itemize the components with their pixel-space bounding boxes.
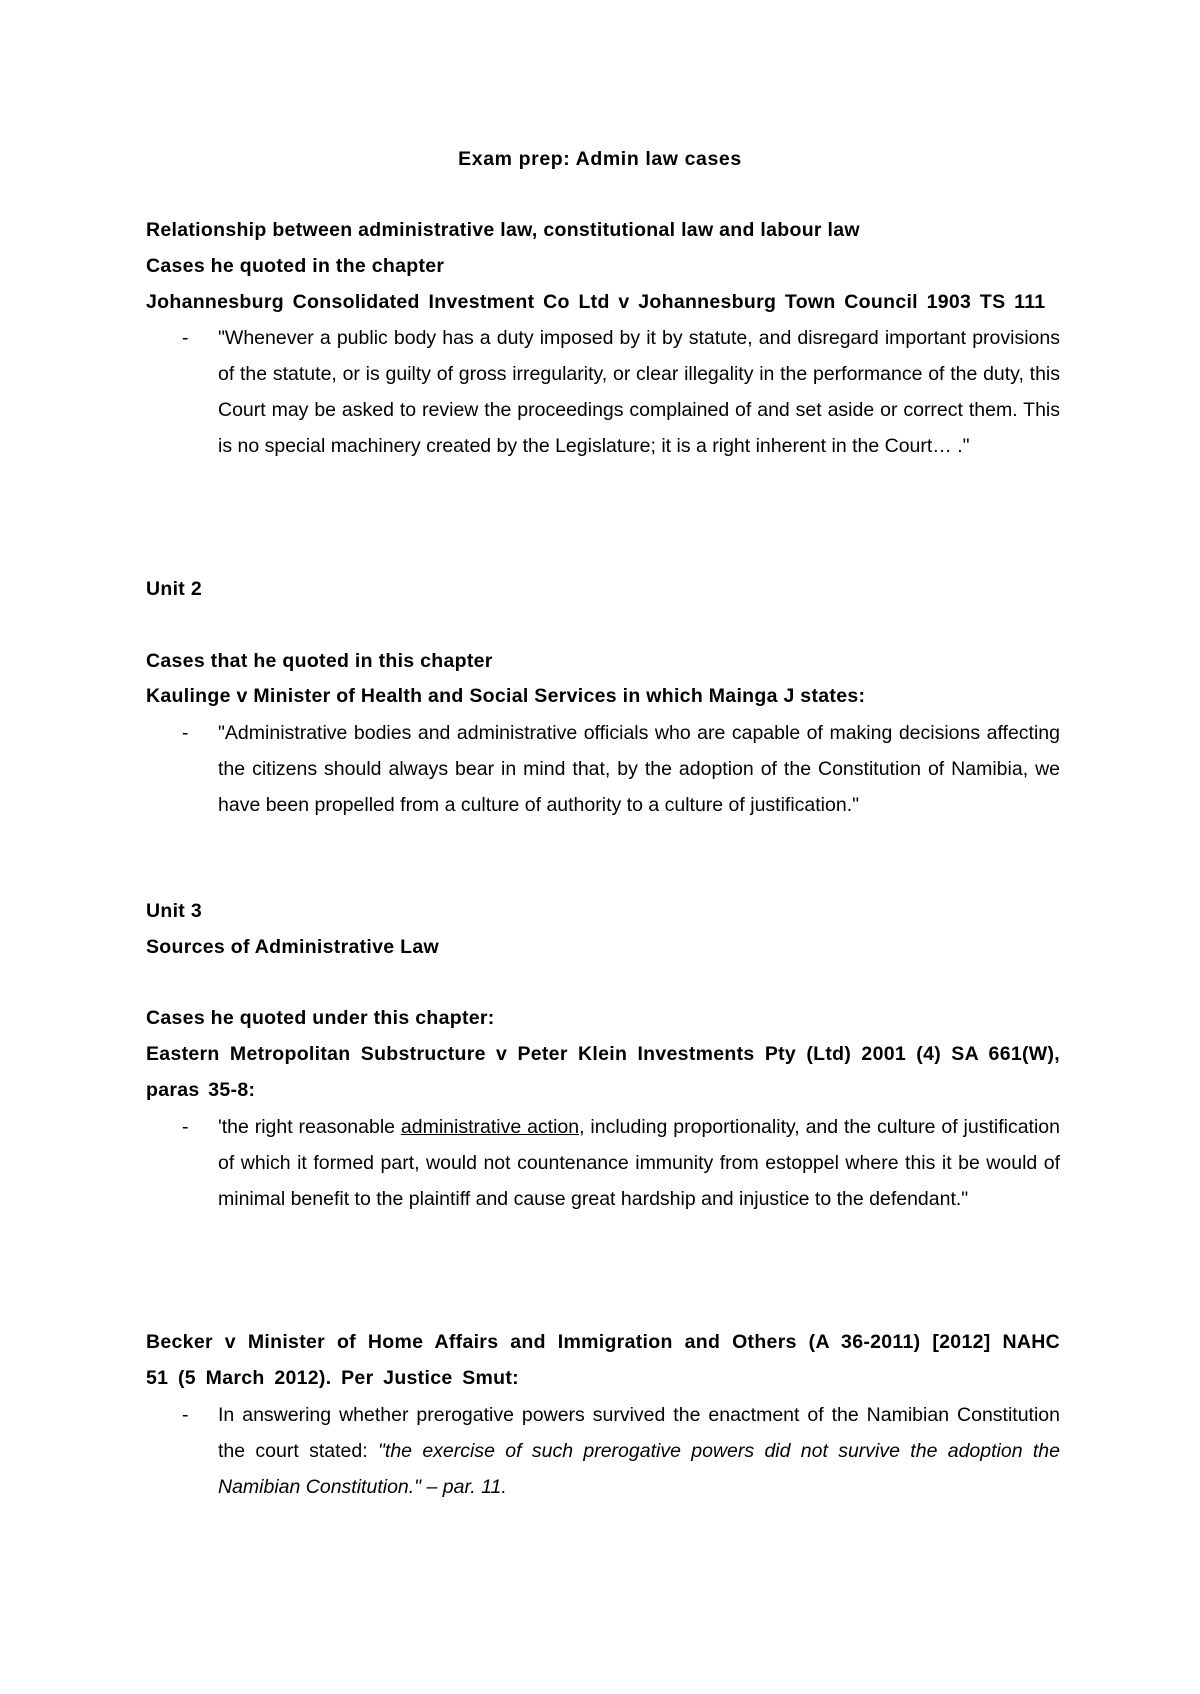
section-subheading: Cases that he quoted in this chapter (146, 649, 493, 672)
unit-topic: Sources of Administrative Law (146, 935, 439, 958)
bullet-dash: - (182, 1115, 189, 1138)
section-unit-3 (146, 894, 1060, 1217)
quote-bullet (146, 1397, 1060, 1505)
document-title: Exam prep: Admin law cases (458, 148, 742, 170)
italic-quote: "the exercise of such prerogative powers did not survive the adoption the Namibian Constitution." – par. 11. (218, 1439, 1060, 1498)
unit-heading: Unit 2 (146, 578, 202, 600)
case-quote: "Administrative bodies and administrative officials who are capable of making decisions affecting the citizens should always bear in mind that, by the adoption of the Constitution of Namibia, we have been propelled from a culture of authority to a culture of justification." (218, 722, 1060, 817)
quote-bullet (146, 320, 1060, 464)
blank-line (146, 966, 1060, 1002)
section-heading: Relationship between administrative law, constitutional law and labour law (146, 219, 860, 241)
blank-line (146, 608, 1060, 644)
section-relationship (146, 213, 1060, 464)
quote-bullet (146, 1109, 1060, 1217)
quote-bullet (146, 715, 1060, 823)
underlined-term: administrative action (400, 1115, 580, 1138)
case-intro: In answering whether prerogative powers survived the enactment of the Namibian Constitution the court stated: (218, 1403, 1060, 1462)
section-subheading: Cases he quoted in the chapter (146, 254, 445, 277)
case-title: Kaulinge v Minister of Health and Social Services in which Mainga J states: (146, 685, 866, 708)
section-subheading: Cases he quoted under this chapter: (146, 1007, 495, 1030)
section-unit-2 (146, 572, 1060, 823)
quote-text-before: 'the right reasonable (218, 1115, 401, 1138)
case-title: Johannesburg Consolidated Investment Co Ltd v Johannesburg Town Council 1903 TS 111 (146, 290, 1046, 313)
bullet-dash: - (182, 327, 189, 350)
quote-text-after: , including proportionality, and the culture of justification of which it formed part, would not countenance immunity from estoppel where this it be would of minimal benefit to the plaintiff and cause great hardship and injustice to the defendant." (218, 1115, 1060, 1210)
case-quote: "Whenever a public body has a duty imposed by it by statute, and disregard important provisions of the statute, or is guilty of gross irregularity, or clear illegality in the performance of the duty, this Court may be asked to review the proceedings complained of and set aside or correct them. This is no special machinery created by the Legislature; it is a right inherent in the Court… ." (218, 327, 1060, 458)
bullet-dash: - (182, 722, 189, 745)
section-becker-case (146, 1325, 1060, 1505)
unit-heading: Unit 3 (146, 900, 202, 922)
case-title: Eastern Metropolitan Substructure v Peter Klein Investments Pty (Ltd) 2001 (4) SA 661(W), paras 35-8: (146, 1043, 1060, 1101)
case-title: Becker v Minister of Home Affairs and Immigration and Others (A 36-2011) [2012] NAHC 51 (5 March 2012). Per Justice Smut: (146, 1331, 1060, 1389)
bullet-dash: - (182, 1403, 189, 1426)
